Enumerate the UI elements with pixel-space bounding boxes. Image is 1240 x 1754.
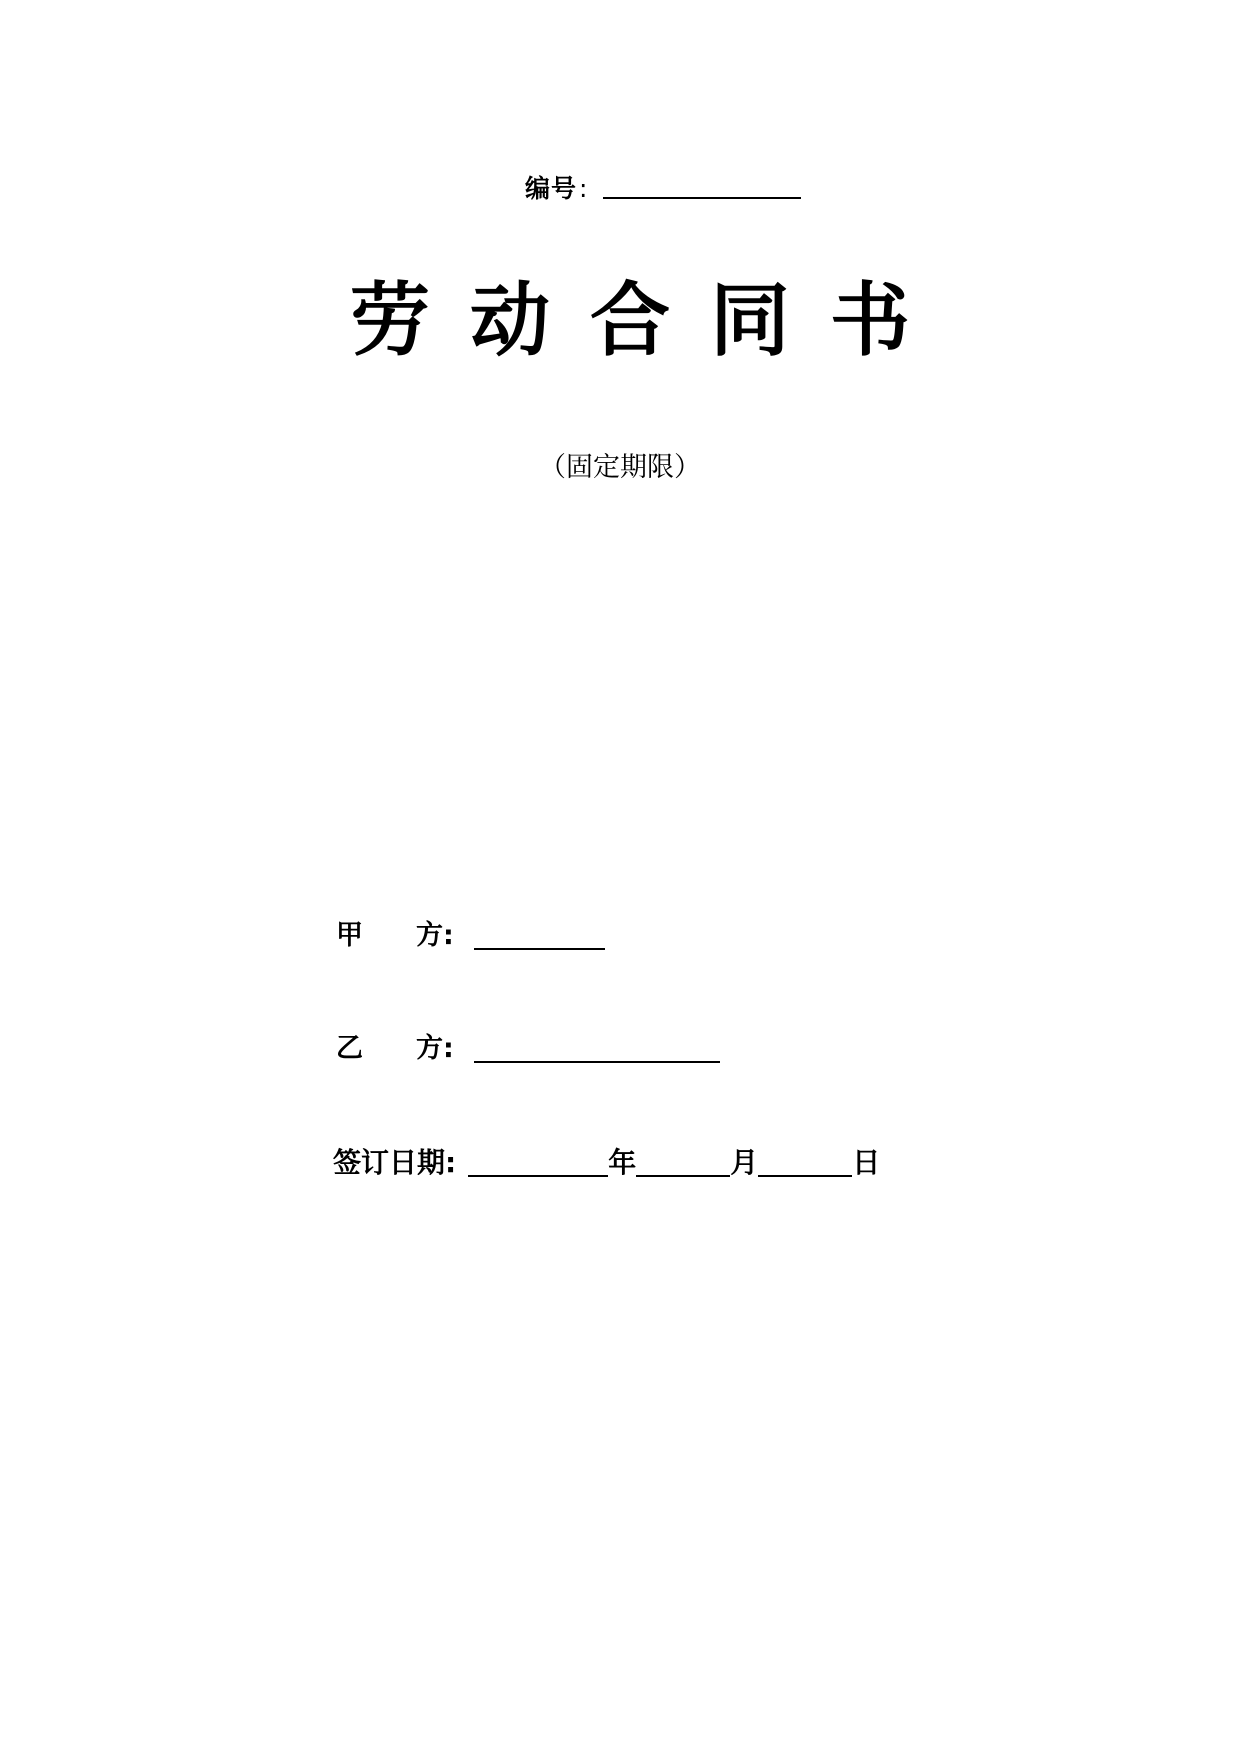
sign-year-field[interactable] bbox=[468, 1174, 608, 1177]
document-title bbox=[350, 276, 910, 366]
party-a-label-char1: 甲 bbox=[336, 920, 363, 951]
party-b-label-char2: 方 bbox=[416, 1033, 443, 1064]
month-unit: 月 bbox=[730, 1146, 759, 1179]
title-char: 书 bbox=[830, 274, 910, 367]
contract-number-label: 编号 bbox=[525, 174, 578, 203]
title-char: 同 bbox=[710, 274, 790, 367]
title-char: 动 bbox=[470, 274, 550, 367]
contract-number-line bbox=[525, 176, 801, 201]
title-char: 合 bbox=[590, 274, 670, 367]
party-b-colon: : bbox=[443, 1033, 454, 1064]
year-unit: 年 bbox=[608, 1146, 637, 1179]
party-a-row bbox=[336, 918, 605, 954]
title-char: 劳 bbox=[350, 274, 430, 367]
sign-day-field[interactable] bbox=[758, 1174, 852, 1177]
day-unit: 日 bbox=[852, 1146, 881, 1179]
sign-date-row bbox=[333, 1145, 880, 1181]
sign-month-field[interactable] bbox=[636, 1174, 730, 1177]
contract-type-subtitle: （固定期限） bbox=[539, 452, 701, 483]
sign-date-colon: : bbox=[445, 1146, 457, 1179]
party-b-field[interactable] bbox=[474, 1060, 720, 1063]
party-a-label-char2: 方 bbox=[416, 920, 443, 951]
party-b-row bbox=[336, 1031, 720, 1067]
party-a-field[interactable] bbox=[474, 947, 605, 950]
sign-date-label: 签订日期 bbox=[333, 1146, 446, 1179]
contract-number-field[interactable] bbox=[603, 196, 801, 199]
party-a-colon: : bbox=[443, 920, 454, 951]
party-b-label-char1: 乙 bbox=[336, 1033, 363, 1064]
contract-number-colon: : bbox=[579, 174, 588, 203]
